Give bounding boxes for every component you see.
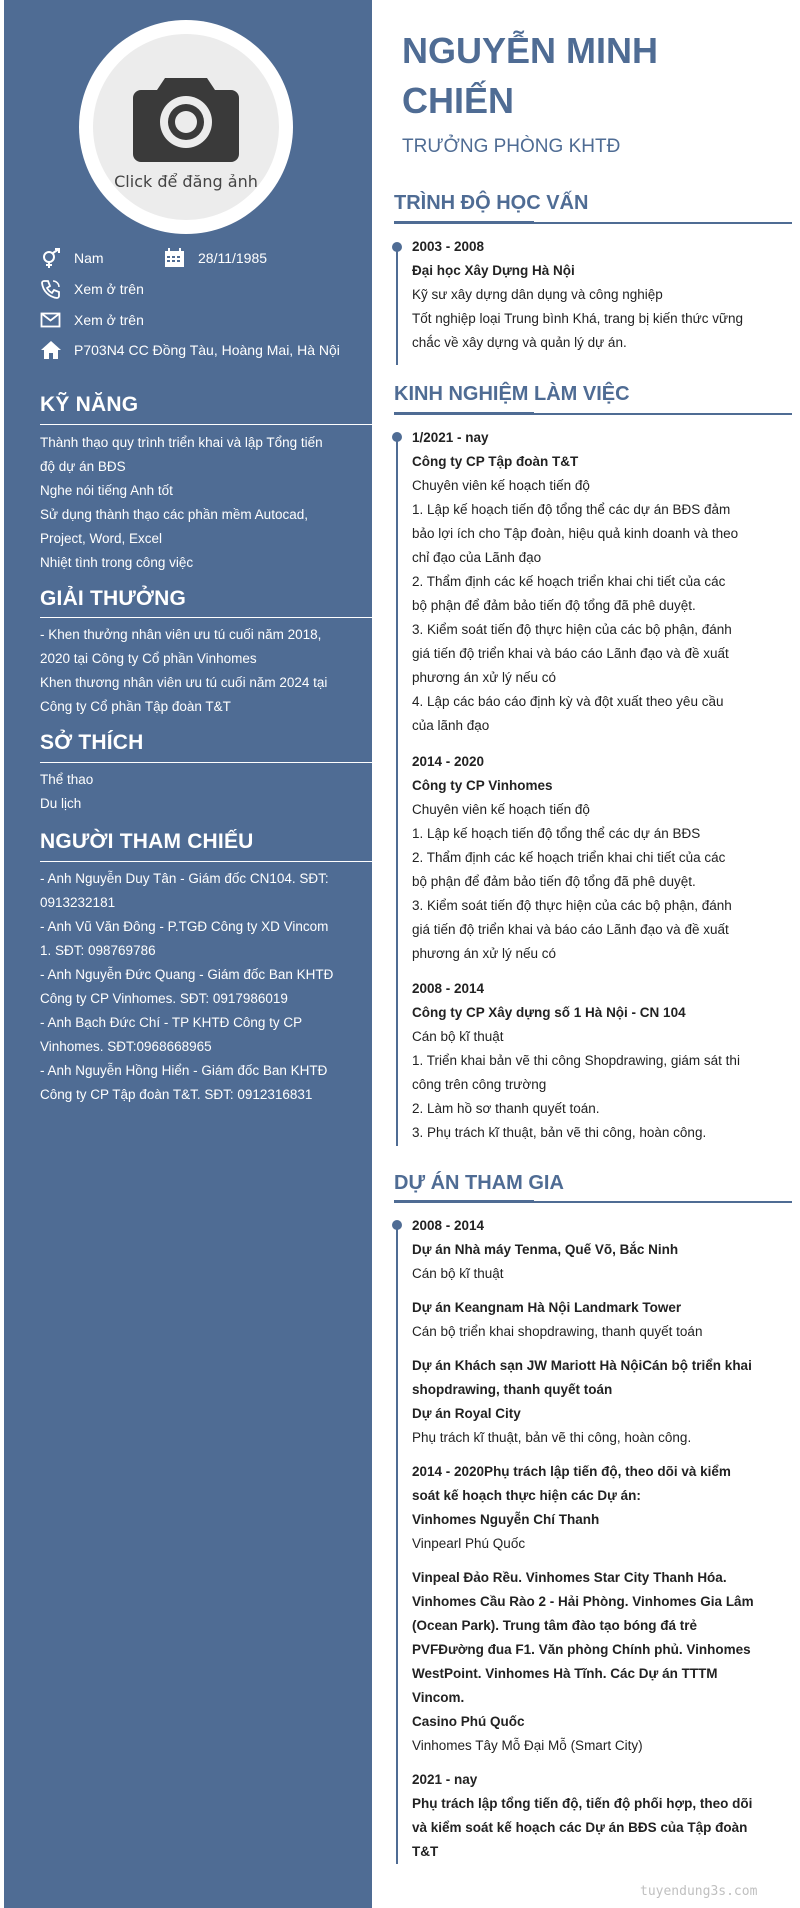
experience-timeline [396,434,398,1146]
project-name: Casino Phú Quốc [412,1714,525,1729]
gender-row [40,248,104,268]
camera-icon [131,72,241,162]
watermark: tuyendung3s.com [640,1884,758,1899]
experience-position: Cán bộ kĩ thuật [412,1029,504,1044]
email-value: Xem ở trên [74,312,144,328]
experience-line: 1. Triển khai bản vẽ thi công Shopdrawing, giám sát thi [412,1053,740,1068]
project-name: Dự án Royal City [412,1406,521,1421]
dob-value: 28/11/1985 [198,250,268,266]
sidebar [4,0,372,1908]
project-line: PVFĐường đua F1. Văn phòng Chính phủ. Vinhomes [412,1642,751,1657]
awards-list [40,623,340,719]
project-name: Vinhomes Nguyễn Chí Thanh [412,1512,600,1527]
project-name: Dự án Nhà máy Tenma, Quế Võ, Bắc Ninh [412,1242,679,1257]
education-divider [394,222,792,224]
experience-item [412,426,780,738]
reference-line: 1. SĐT: 098769786 [40,943,156,958]
phone-row [40,279,144,299]
experience-position: Chuyên viên kế hoạch tiến độ [412,802,590,817]
experience-company: Công ty CP Vinhomes [412,778,553,793]
project-name: shopdrawing, thanh quyết toán [412,1382,613,1397]
timeline-dot [392,242,402,252]
project-role: Phụ trách kĩ thuật, bản vẽ thi công, hoàn công. [412,1430,692,1445]
avatar-caption[interactable]: Click để đăng ảnh [114,172,258,191]
reference-line: - Anh Nguyễn Đức Quang - Giám đốc Ban KHTĐ [40,967,334,982]
experience-title: KINH NGHIỆM LÀM VIỆC [394,383,630,405]
home-icon [40,340,64,360]
experience-company: Công ty CP Xây dựng số 1 Hà Nội - CN 104 [412,1005,686,1020]
experience-divider [394,413,792,415]
references-title: NGƯỜI THAM CHIẾU [40,830,254,853]
experience-line: chỉ đạo của Lãnh đạo [412,550,542,565]
project-item [412,1768,780,1864]
project-item [412,1296,780,1344]
address-value: P703N4 CC Đồng Tàu, Hoàng Mai, Hà Nội [74,342,340,358]
experience-line: của lãnh đạo [412,718,490,733]
awards-title: GIẢI THƯỞNG [40,587,187,610]
project-item [412,1354,780,1450]
experience-period: 2008 - 2014 [412,981,485,996]
experience-line: 3. Kiểm soát tiến độ thực hiện của các bộ phận, đánh [412,898,732,913]
gender-icon [40,248,64,268]
references-list [40,867,340,1107]
project-period: 2014 - 2020Phụ trách lập tiến độ, theo dõi và kiểm [412,1464,731,1479]
reference-line: Công ty CP Tập đoàn T&T. SĐT: 0912316831 [40,1087,313,1102]
project-line: Vinpeal Đảo Rều. Vinhomes Star City Thanh Hóa. [412,1570,727,1585]
project-desc: soát kế hoạch thực hiện các Dự án: [412,1488,641,1503]
award-line: 2020 tại Công ty Cổ phần Vinhomes [40,651,257,666]
avatar-upload[interactable] [79,20,293,234]
project-item [412,1214,780,1286]
project-line: và kiểm soát kế hoạch các Dự án BĐS của Tập đoàn [412,1820,748,1835]
project-line: Vincom. [412,1690,465,1705]
hobbies-divider [40,762,372,763]
experience-line: 3. Kiểm soát tiến độ thực hiện của các bộ phận, đánh [412,622,732,637]
candidate-name [402,26,732,126]
experience-line: 2. Thẩm định các kế hoạch triển khai chi tiết của các [412,850,726,865]
project-role: Cán bộ kĩ thuật [412,1266,504,1281]
name-line-2: CHIẾN [402,80,515,121]
projects-title: DỰ ÁN THAM GIA [394,1172,564,1194]
projects-timeline [396,1222,398,1864]
experience-line: 3. Phụ trách kĩ thuật, bản vẽ thi công, hoàn công. [412,1125,707,1140]
hobby-line: Thể thao [40,772,94,787]
experience-line: 4. Lập các báo cáo định kỳ và đột xuất theo yêu cầu [412,694,724,709]
education-major: Kỹ sư xây dựng dân dụng và công nghiệp [412,287,663,302]
experience-line: giá tiến độ triển khai và báo cáo Lãnh đạo và đề xuất [412,646,729,661]
project-item [412,1460,780,1556]
skills-title: KỸ NĂNG [40,393,139,416]
award-line: Công ty Cổ phần Tập đoàn T&T [40,699,231,714]
experience-line: phương án xử lý nếu có [412,670,557,685]
reference-line: - Anh Nguyễn Hồng Hiển - Giám đốc Ban KHTĐ [40,1063,328,1078]
education-entry [412,235,780,355]
project-line: Phụ trách lập tổng tiến độ, tiến độ phối hợp, theo dõi [412,1796,753,1811]
reference-line: - Anh Vũ Văn Đông - P.TGĐ Công ty XD Vincom [40,919,329,934]
phone-value: Xem ở trên [74,281,144,297]
award-line: - Khen thưởng nhân viên ưu tú cuối năm 2018, [40,627,322,642]
experience-line: bộ phận để đảm bảo tiến độ tổng đã phê duyệt. [412,598,696,613]
education-title: TRÌNH ĐỘ HỌC VẤN [394,192,589,214]
reference-line: Vinhomes. SĐT:0968668965 [40,1039,212,1054]
experience-period: 1/2021 - nay [412,430,489,445]
name-line-1: NGUYỄN MINH [402,30,659,71]
phone-icon [40,279,64,299]
experience-line: bảo lợi ích cho Tập đoàn, hiệu quả kinh doanh và theo [412,526,739,541]
gender-value: Nam [74,250,104,266]
experience-company: Công ty CP Tập đoàn T&T [412,454,579,469]
education-timeline [396,243,398,365]
experience-line: 2. Làm hồ sơ thanh quyết toán. [412,1101,600,1116]
skills-divider [40,424,372,425]
award-line: Khen thương nhân viên ưu tú cuối năm 2024 tại [40,675,328,690]
project-line: WestPoint. Vinhomes Hà Tĩnh. Các Dự án TTTM [412,1666,718,1681]
project-role: Cán bộ triển khai shopdrawing, thanh quyết toán [412,1324,703,1339]
skills-list [40,431,340,575]
experience-line: phương án xử lý nếu có [412,946,557,961]
project-period: 2021 - nay [412,1772,478,1787]
dob-row [164,248,267,268]
project-line: Vinhomes Cầu Rào 2 - Hải Phòng. Vinhomes Gia Lâm [412,1594,754,1609]
experience-line: 1. Lập kế hoạch tiến độ tổng thể các dự án BĐS [412,826,701,841]
hobbies-title: SỞ THÍCH [40,731,144,754]
education-desc: Tốt nghiệp loại Trung bình Khá, trang bị kiến thức vững [412,311,744,326]
reference-line: Công ty CP Vinhomes. SĐT: 0917986019 [40,991,288,1006]
experience-item [412,750,780,966]
education-desc: chắc về xây dựng và quản lý dự án. [412,335,627,350]
project-item [412,1566,780,1758]
project-role: Vinhomes Tây Mỗ Đại Mỗ (Smart City) [412,1738,643,1753]
timeline-dot [392,432,402,442]
project-period: 2008 - 2014 [412,1218,485,1233]
experience-line: 2. Thẩm định các kế hoạch triển khai chi tiết của các [412,574,726,589]
project-line: T&T [412,1844,439,1859]
education-period: 2003 - 2008 [412,239,485,254]
references-divider [40,861,372,862]
job-title: TRƯỞNG PHÒNG KHTĐ [402,136,621,157]
reference-line: - Anh Bạch Đức Chí - TP KHTĐ Công ty CP [40,1015,303,1030]
project-name: Dự án Khách sạn JW Mariott Hà NộiCán bộ triển khai [412,1358,752,1373]
projects-divider [394,1201,792,1203]
experience-line: 1. Lập kế hoạch tiến độ tổng thể các dự án BĐS đảm [412,502,731,517]
skill-line: Project, Word, Excel [40,531,163,546]
skill-line: Nghe nói tiếng Anh tốt [40,483,173,498]
project-line: (Ocean Park). Trung tâm đào tạo bóng đá trẻ [412,1618,698,1633]
reference-line: 0913232181 [40,895,116,910]
reference-line: - Anh Nguyễn Duy Tân - Giám đốc CN104. SĐT: [40,871,329,886]
email-row [40,310,144,330]
address-row [40,340,340,360]
hobby-line: Du lịch [40,796,82,811]
experience-position: Chuyên viên kế hoạch tiến độ [412,478,590,493]
avatar[interactable] [93,34,279,220]
calendar-icon [164,248,188,268]
project-role: Vinpearl Phú Quốc [412,1536,526,1551]
email-icon [40,310,64,330]
timeline-dot [392,1220,402,1230]
awards-divider [40,617,372,618]
experience-period: 2014 - 2020 [412,754,485,769]
experience-line: công trên công trường [412,1077,547,1092]
skill-line: độ dự án BĐS [40,459,126,474]
skill-line: Sử dụng thành thạo các phần mềm Autocad, [40,507,308,522]
hobbies-list [40,768,340,816]
experience-line: giá tiến độ triển khai và báo cáo Lãnh đạo và đề xuất [412,922,729,937]
experience-line: bộ phận để đảm bảo tiến độ tổng đã phê duyệt. [412,874,696,889]
experience-item [412,977,780,1145]
project-name: Dự án Keangnam Hà Nội Landmark Tower [412,1300,682,1315]
education-school: Đại học Xây Dựng Hà Nội [412,263,575,278]
skill-line: Nhiệt tình trong công việc [40,555,194,570]
skill-line: Thành thạo quy trình triển khai và lập Tổng tiến [40,435,323,450]
main-content [372,0,800,1908]
